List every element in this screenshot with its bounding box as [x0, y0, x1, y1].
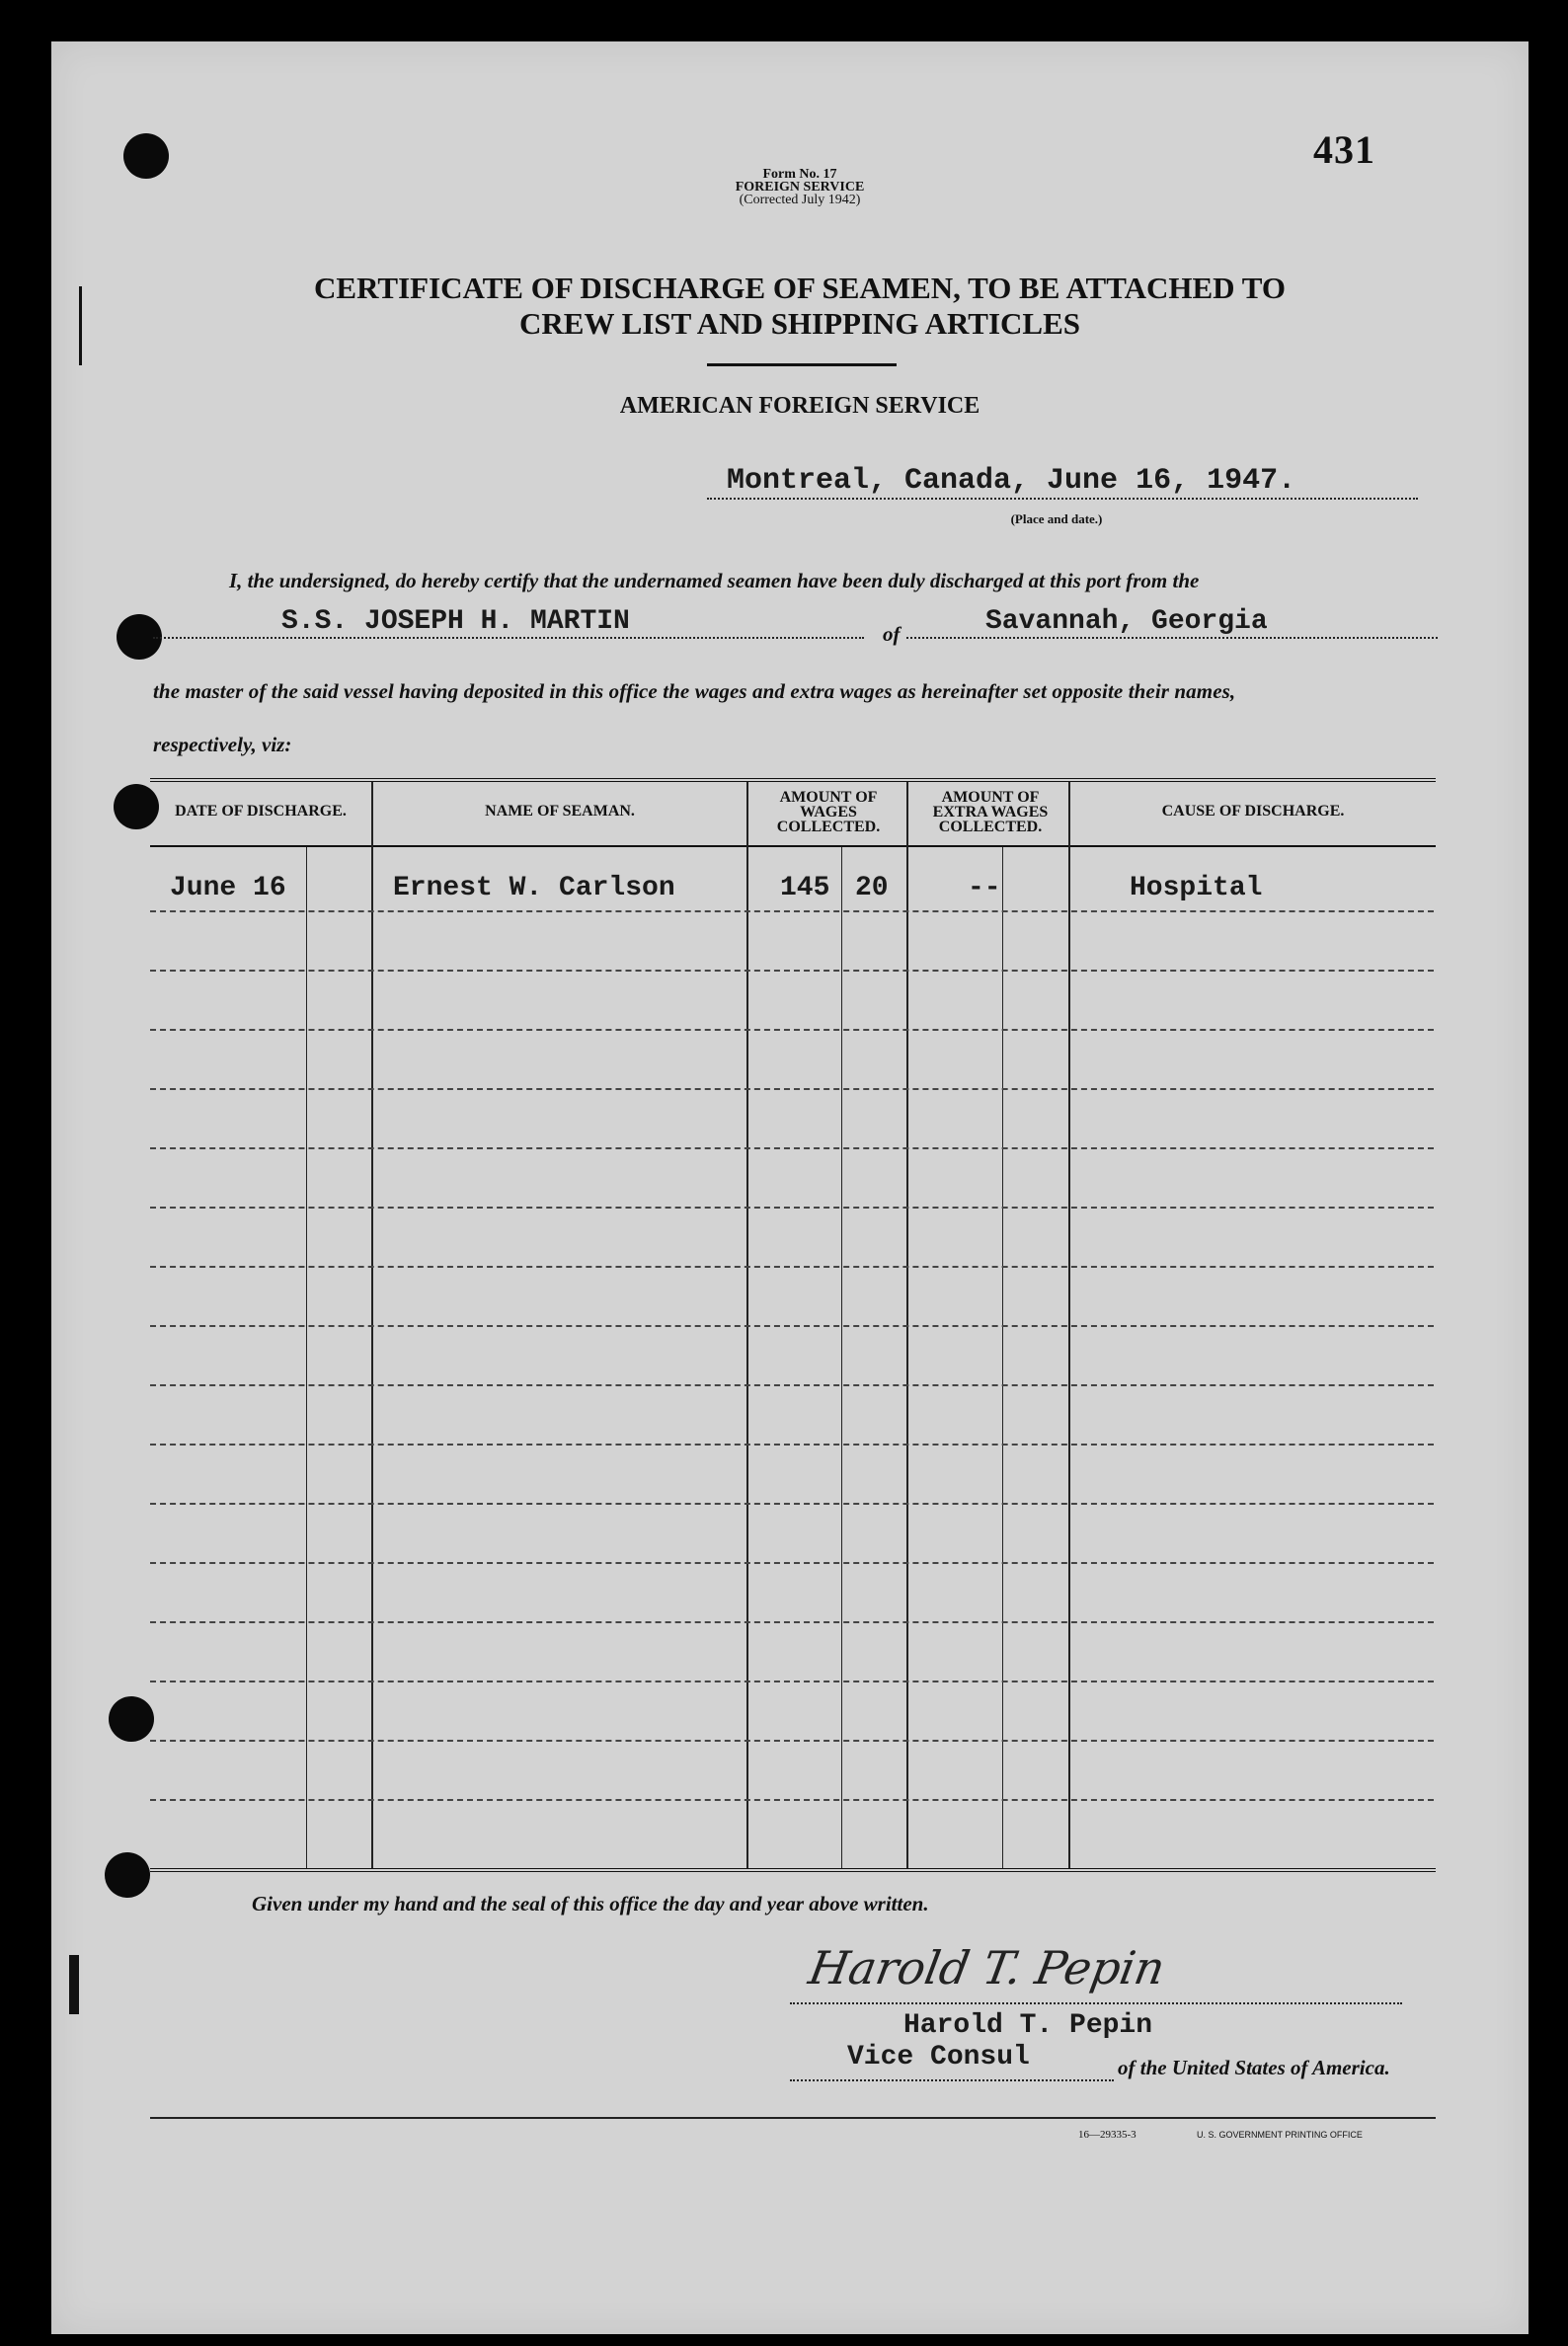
table-row-line — [150, 910, 1434, 912]
punch-hole — [123, 133, 169, 179]
form-series: FOREIGN SERVICE — [735, 180, 865, 195]
service-heading: AMERICAN FOREIGN SERVICE — [619, 393, 980, 419]
page-number: 431 — [1313, 127, 1375, 172]
form-number-block — [681, 168, 918, 206]
form-corrected: (Corrected July 1942) — [739, 193, 861, 207]
table-row-line — [150, 1147, 1434, 1149]
print-code: 16—29335-3 — [1078, 2129, 1137, 2141]
certification-intro: I, the undersigned, do hereby certify that the undernamed seamen have been duly discharged at this port from the — [229, 569, 1200, 592]
of-label: of — [883, 622, 901, 646]
table-header-rule — [150, 845, 1436, 847]
home-port-field — [906, 606, 1438, 639]
header-extra-wages: AMOUNT OF EXTRA WAGES COLLECTED. — [932, 789, 1049, 835]
title-line — [790, 2079, 1114, 2081]
printer-credit: U. S. GOVERNMENT PRINTING OFFICE — [1197, 2130, 1363, 2140]
footer-rule — [150, 2117, 1436, 2119]
certification-line-2: the master of the said vessel having deposited in this office the wages and extra wages as hereinafter set opposite their names, — [153, 679, 1236, 703]
home-port: Savannah, Georgia — [985, 606, 1268, 637]
signer-name: Harold T. Pepin — [903, 2010, 1153, 2041]
table-row-line — [150, 1562, 1434, 1564]
row-cause: Hospital — [1130, 873, 1263, 903]
table-row-line — [150, 1088, 1434, 1090]
table-row-line — [150, 1207, 1434, 1209]
vessel-name: S.S. JOSEPH H. MARTIN — [281, 606, 630, 637]
margin-mark — [69, 1955, 79, 2014]
header-date: DATE OF DISCHARGE. — [175, 803, 347, 820]
row-extra-wages: -- — [968, 873, 1001, 903]
vessel-name-field — [153, 606, 864, 639]
table-row-line — [150, 1029, 1434, 1031]
table-row-line — [150, 1503, 1434, 1505]
title-line-2: CREW LIST AND SHIPPING ARTICLES — [519, 306, 1080, 341]
given-under-hand: Given under my hand and the seal of this office the day and year above written. — [252, 1892, 929, 1916]
table-row-line — [150, 1740, 1434, 1742]
margin-mark — [79, 286, 82, 365]
certification-line-3: respectively, viz: — [153, 733, 292, 756]
title-divider — [707, 363, 897, 366]
punch-hole — [105, 1852, 150, 1898]
table-row-line — [150, 1325, 1434, 1327]
row-wages-dollars: 145 — [780, 873, 830, 903]
header-cause: CAUSE OF DISCHARGE. — [1161, 803, 1345, 820]
place-date-value: Montreal, Canada, June 16, 1947. — [727, 464, 1296, 498]
place-date-caption: (Place and date.) — [1010, 511, 1103, 526]
row-seaman-name: Ernest W. Carlson — [393, 873, 675, 903]
table-row-line — [150, 1266, 1434, 1268]
table-row-line — [150, 970, 1434, 972]
signature: Harold T. Pepin — [805, 1941, 1169, 1994]
subcolumn-divider — [841, 847, 842, 1868]
signature-line — [790, 2002, 1402, 2004]
subcolumn-divider — [306, 847, 307, 1868]
header-wages: AMOUNT OF WAGES COLLECTED. — [776, 789, 881, 835]
table-row-line — [150, 1621, 1434, 1623]
table-row-line — [150, 1799, 1434, 1801]
row-wages-cents: 20 — [855, 873, 889, 903]
table-row-line — [150, 1681, 1434, 1682]
punch-hole — [109, 1696, 154, 1742]
of-usa-label: of the United States of America. — [1118, 2056, 1390, 2079]
table-top-rule — [150, 778, 1436, 782]
table-bottom-rule — [150, 1868, 1436, 1872]
header-name: NAME OF SEAMAN. — [485, 803, 635, 820]
table-row-line — [150, 1444, 1434, 1446]
document-title — [158, 271, 1442, 342]
place-date-field — [707, 464, 1418, 500]
subcolumn-divider — [1002, 847, 1003, 1868]
row-date: June 16 — [170, 873, 286, 903]
table-row-line — [150, 1384, 1434, 1386]
form-number: Form No. 17 — [762, 167, 837, 182]
document-page — [51, 41, 1529, 2334]
signer-title: Vice Consul — [847, 2042, 1030, 2072]
title-line-1: CERTIFICATE OF DISCHARGE OF SEAMEN, TO BE ATTACHED TO — [314, 271, 1286, 305]
